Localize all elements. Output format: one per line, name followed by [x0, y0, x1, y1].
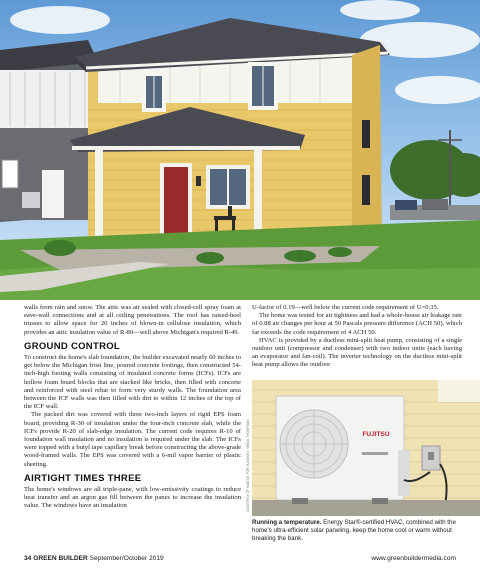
- paragraph: The home was tested for air tightness and had a whole-house air leakage rate of 0.88 air changes per hour at 50 Pascals pressure difference (ACH 50), which far exceeds the code requirement of 4 ACH 50.: [252, 312, 462, 336]
- footer-left: [24, 555, 164, 562]
- paragraph: HVAC is provided by a ductless mini-split heat pump, consisting of a single outdoor unit (compressor and condenser) with two indoor units (each having an evaporator and fan-coil). The inverter technology on the ductless mini-split heat pump allows the outdoor: [252, 336, 462, 369]
- caption-title: Running a temperature.: [252, 519, 322, 526]
- caption-text: Energy Star®-certified HVAC, combined with the home's ultra-efficient solar paneling, keep the home cool or warm without breaking the bank.: [252, 519, 456, 542]
- paragraph: The packed dirt was covered with three two-inch layers of rigid EPS foam board, providing R-30 of insulation under the four-inch concrete slab, while the ICFs provide R-20 of slab-edge insulation. The current code requires R-10 of foundation wall insulation and no insulation is required under the slab. The ICFs were topped with a butyl tape capillary break before constructing the above-grade wood-framed walls. The EPS was covered with a 6-mil vapor barrier of plastic sheeting.: [24, 411, 241, 468]
- website-link[interactable]: www.greenbuildermedia.com: [371, 555, 456, 562]
- photo-credit: [243, 384, 251, 514]
- paragraph: The home's windows are all triple-pane, with low-emissivity coatings to reduce heat transfer and an argon gas fill between the panes to increase the insulation value. The windows have an insulation: [24, 486, 241, 510]
- article-right-column: [252, 304, 462, 370]
- photo-caption: [252, 519, 472, 542]
- photo-credit-text: COURTESY OF HABITAT FOR HUMANITY / BRAD THOMPSON: [246, 419, 250, 512]
- inset-photo-heat-pump: [252, 380, 480, 516]
- section-heading-ground-control: GROUND CONTROL: [24, 340, 121, 352]
- fujitsu-label: FUJITSU: [362, 431, 390, 438]
- issue-date: September/October 2019: [89, 555, 164, 562]
- section-heading-airtight: AIRTIGHT TIMES THREE: [24, 472, 142, 484]
- paragraph: U-factor of 0.19—well below the current code requirement of U=0.35.: [252, 304, 439, 311]
- paragraph: walls from rain and snow. The attic was air sealed with closed-cell spray foam at eave-wall connections and at all ceiling penetrations. The roof has raised-heel trusses to allow space for 20 inches of blown-in cellulose insulation, which provides an attic insulation value of R-80—well above Michigan's required R-49.: [24, 304, 241, 336]
- article-left-column: [24, 304, 241, 511]
- page-number: 34: [24, 555, 32, 562]
- page-footer: [24, 555, 456, 562]
- magazine-name: GREEN BUILDER: [33, 555, 88, 562]
- paragraph: To construct the home's slab foundation, the builder excavated nearly 60 inches to get below the Michigan frost line, poured concrete footings, then constructed 54-inch-high footing walls consisting of insulated concrete forms (ICFs). ICFs are hollow foam board blocks that are stacked like bricks, then filled with concrete and reinforced with steel rebar to form very sturdy walls. The foundation area between the ICF walls was then filled with dirt to within 12 inches of the top of the ICF wall.: [24, 354, 241, 411]
